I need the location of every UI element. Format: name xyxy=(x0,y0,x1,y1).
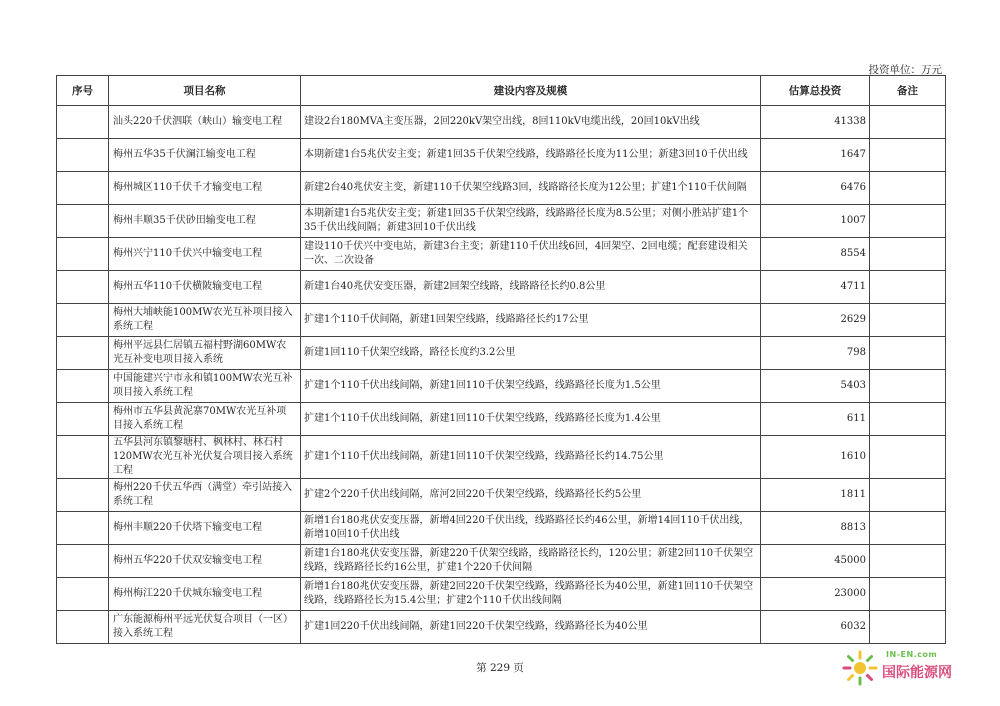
cell-index xyxy=(57,403,109,436)
cell-index xyxy=(57,611,109,644)
table-row xyxy=(57,205,946,238)
cell-index xyxy=(57,304,109,337)
cell-content-scale: 本期新建1台5兆伏安主变；新建1回35千伏架空线路，线路路径长度为11公里；新建3回10千伏出线 xyxy=(301,139,761,172)
cell-total-investment: 41338 xyxy=(761,106,870,139)
cell-project-name: 梅州五华220千伏双安输变电工程 xyxy=(109,545,301,578)
cell-project-name: 梅州丰顺220千伏塔下输变电工程 xyxy=(109,512,301,545)
cell-content-scale: 建设2台180MVA主变压器，2回220kV架空出线，8回110kV电缆出线，20回10kV出线 xyxy=(301,106,761,139)
cell-content-scale: 扩建1回220千伏出线间隔，新建1回220千伏架空线路，线路路径长为40公里 xyxy=(301,611,761,644)
header-index: 序号 xyxy=(57,76,109,106)
cell-total-investment: 8813 xyxy=(761,512,870,545)
cell-index xyxy=(57,436,109,479)
cell-note xyxy=(870,578,946,611)
cell-note xyxy=(870,304,946,337)
cell-index xyxy=(57,479,109,512)
cell-note xyxy=(870,106,946,139)
logo-en-text: IN-EN.com xyxy=(886,650,938,659)
table-body xyxy=(57,106,946,644)
cell-note xyxy=(870,172,946,205)
cell-project-name: 梅州五华35千伏澜江输变电工程 xyxy=(109,139,301,172)
cell-project-name: 梅州平远县仁居镇五福村野湖60MW农光互补变电项目接入系统 xyxy=(109,337,301,370)
cell-index xyxy=(57,337,109,370)
header-project-name: 项目名称 xyxy=(109,76,301,106)
table-row xyxy=(57,370,946,403)
cell-note xyxy=(870,403,946,436)
cell-project-name: 中国能建兴宁市永和镇100MW农光互补项目接入系统工程 xyxy=(109,370,301,403)
table-header-row xyxy=(57,76,946,106)
cell-total-investment: 1811 xyxy=(761,479,870,512)
table-row xyxy=(57,512,946,545)
cell-index xyxy=(57,545,109,578)
cell-note xyxy=(870,479,946,512)
cell-project-name: 梅州城区110千伏千才输变电工程 xyxy=(109,172,301,205)
cell-project-name: 梅州丰顺35千伏砂田输变电工程 xyxy=(109,205,301,238)
cell-content-scale: 新建1台40兆伏安变压器，新建2回架空线路，线路路径长约0.8公里 xyxy=(301,271,761,304)
cell-note xyxy=(870,545,946,578)
cell-total-investment: 1610 xyxy=(761,436,870,479)
cell-content-scale: 新增1台180兆伏安变压器，新增4回220千伏出线，线路路径长约46公里，新增14回110千伏出线，新增10回10千伏出线 xyxy=(301,512,761,545)
in-en-logo xyxy=(842,644,992,692)
cell-project-name: 汕头220千伏泗联（峡山）输变电工程 xyxy=(109,106,301,139)
cell-note xyxy=(870,337,946,370)
cell-content-scale: 本期新建1台5兆伏安主变；新建1回35千伏架空线路，线路路径长度为8.5公里；对侧小胜站扩建1个35千伏出线间隔；新建3回10千伏出线 xyxy=(301,205,761,238)
cell-project-name: 梅州梅江220千伏城东输变电工程 xyxy=(109,578,301,611)
cell-index xyxy=(57,106,109,139)
cell-note xyxy=(870,139,946,172)
cell-project-name: 梅州市五华县黄泥寨70MW农光互补项目接入系统工程 xyxy=(109,403,301,436)
cell-content-scale: 扩建1个110千伏出线间隔，新建1回110千伏架空线路，线路路径长约14.75公里 xyxy=(301,436,761,479)
cell-note xyxy=(870,512,946,545)
investment-unit-label: 投资单位：万元 xyxy=(868,64,942,76)
header-content-scale: 建设内容及规模 xyxy=(301,76,761,106)
cell-content-scale: 新建1台180兆伏安变压器，新建220千伏架空线路，线路路径长约，120公里；新建2回110千伏架空线路，线路路径长约16公里，扩建1个220千伏间隔 xyxy=(301,545,761,578)
cell-content-scale: 扩建2个220千伏出线间隔，席河2回220千伏架空线路，线路路径长约5公里 xyxy=(301,479,761,512)
cell-content-scale: 扩建1个110千伏出线间隔，新建1回110千伏架空线路，线路路径长度为1.5公里 xyxy=(301,370,761,403)
cell-total-investment: 1647 xyxy=(761,139,870,172)
cell-index xyxy=(57,512,109,545)
cell-total-investment: 23000 xyxy=(761,578,870,611)
cell-note xyxy=(870,611,946,644)
cell-note xyxy=(870,436,946,479)
table-row xyxy=(57,238,946,271)
header-note: 备注 xyxy=(870,76,946,106)
project-table xyxy=(56,75,946,644)
table-row xyxy=(57,139,946,172)
sun-icon xyxy=(842,650,878,686)
cell-content-scale: 扩建1个110千伏出线间隔，新建1回110千伏架空线路，线路路径长度为1.4公里 xyxy=(301,403,761,436)
cell-note xyxy=(870,271,946,304)
cell-index xyxy=(57,370,109,403)
table-row xyxy=(57,545,946,578)
cell-index xyxy=(57,172,109,205)
cell-total-investment: 45000 xyxy=(761,545,870,578)
cell-index xyxy=(57,271,109,304)
table-row xyxy=(57,337,946,370)
cell-total-investment: 6032 xyxy=(761,611,870,644)
cell-project-name: 梅州220千伏五华西（满堂）牵引站接入系统工程 xyxy=(109,479,301,512)
table-row xyxy=(57,172,946,205)
cell-project-name: 广东能源梅州平远光伏复合项目（一区）接入系统工程 xyxy=(109,611,301,644)
cell-total-investment: 611 xyxy=(761,403,870,436)
cell-content-scale: 扩建1个110千伏间隔，新建1回架空线路，线路路径长约17公里 xyxy=(301,304,761,337)
cell-index xyxy=(57,578,109,611)
cell-note xyxy=(870,205,946,238)
cell-total-investment: 8554 xyxy=(761,238,870,271)
cell-note xyxy=(870,238,946,271)
table-row xyxy=(57,479,946,512)
cell-content-scale: 建设110千伏兴中变电站，新建3台主变；新建110千伏出线6回，4回架空、2回电缆；配套建设相关一次、二次设备 xyxy=(301,238,761,271)
cell-total-investment: 2629 xyxy=(761,304,870,337)
cell-content-scale: 新建2台40兆伏安主变，新建110千伏架空线路3回，线路路径长度为12公里；扩建1个110千伏间隔 xyxy=(301,172,761,205)
cell-index xyxy=(57,139,109,172)
logo-cn-text: 国际能源网 xyxy=(882,665,952,681)
table-row xyxy=(57,436,946,479)
cell-project-name: 梅州大埔峡能100MW农光互补项目接入系统工程 xyxy=(109,304,301,337)
cell-total-investment: 5403 xyxy=(761,370,870,403)
table-row xyxy=(57,106,946,139)
table-row xyxy=(57,578,946,611)
cell-total-investment: 4711 xyxy=(761,271,870,304)
cell-total-investment: 798 xyxy=(761,337,870,370)
cell-index xyxy=(57,238,109,271)
table-row xyxy=(57,403,946,436)
cell-total-investment: 1007 xyxy=(761,205,870,238)
cell-total-investment: 6476 xyxy=(761,172,870,205)
table-row xyxy=(57,304,946,337)
header-total-investment: 估算总投资 xyxy=(761,76,870,106)
cell-content-scale: 新增1台180兆伏安变压器，新建2回220千伏架空线路，线路路径长为40公里，新建1回110千伏架空线路，线路路径长为15.4公里；扩建2个110千伏出线间隔 xyxy=(301,578,761,611)
table-row xyxy=(57,271,946,304)
page-number: 第 229 页 xyxy=(476,662,524,674)
cell-content-scale: 新建1回110千伏架空线路，路径长度约3.2公里 xyxy=(301,337,761,370)
cell-index xyxy=(57,205,109,238)
cell-note xyxy=(870,370,946,403)
cell-project-name: 五华县河东镇黎塘村、枫林村、林石村120MW农光互补光伏复合项目接入系统工程 xyxy=(109,436,301,479)
cell-project-name: 梅州五华110千伏横陂输变电工程 xyxy=(109,271,301,304)
cell-project-name: 梅州兴宁110千伏兴中输变电工程 xyxy=(109,238,301,271)
table-row xyxy=(57,611,946,644)
